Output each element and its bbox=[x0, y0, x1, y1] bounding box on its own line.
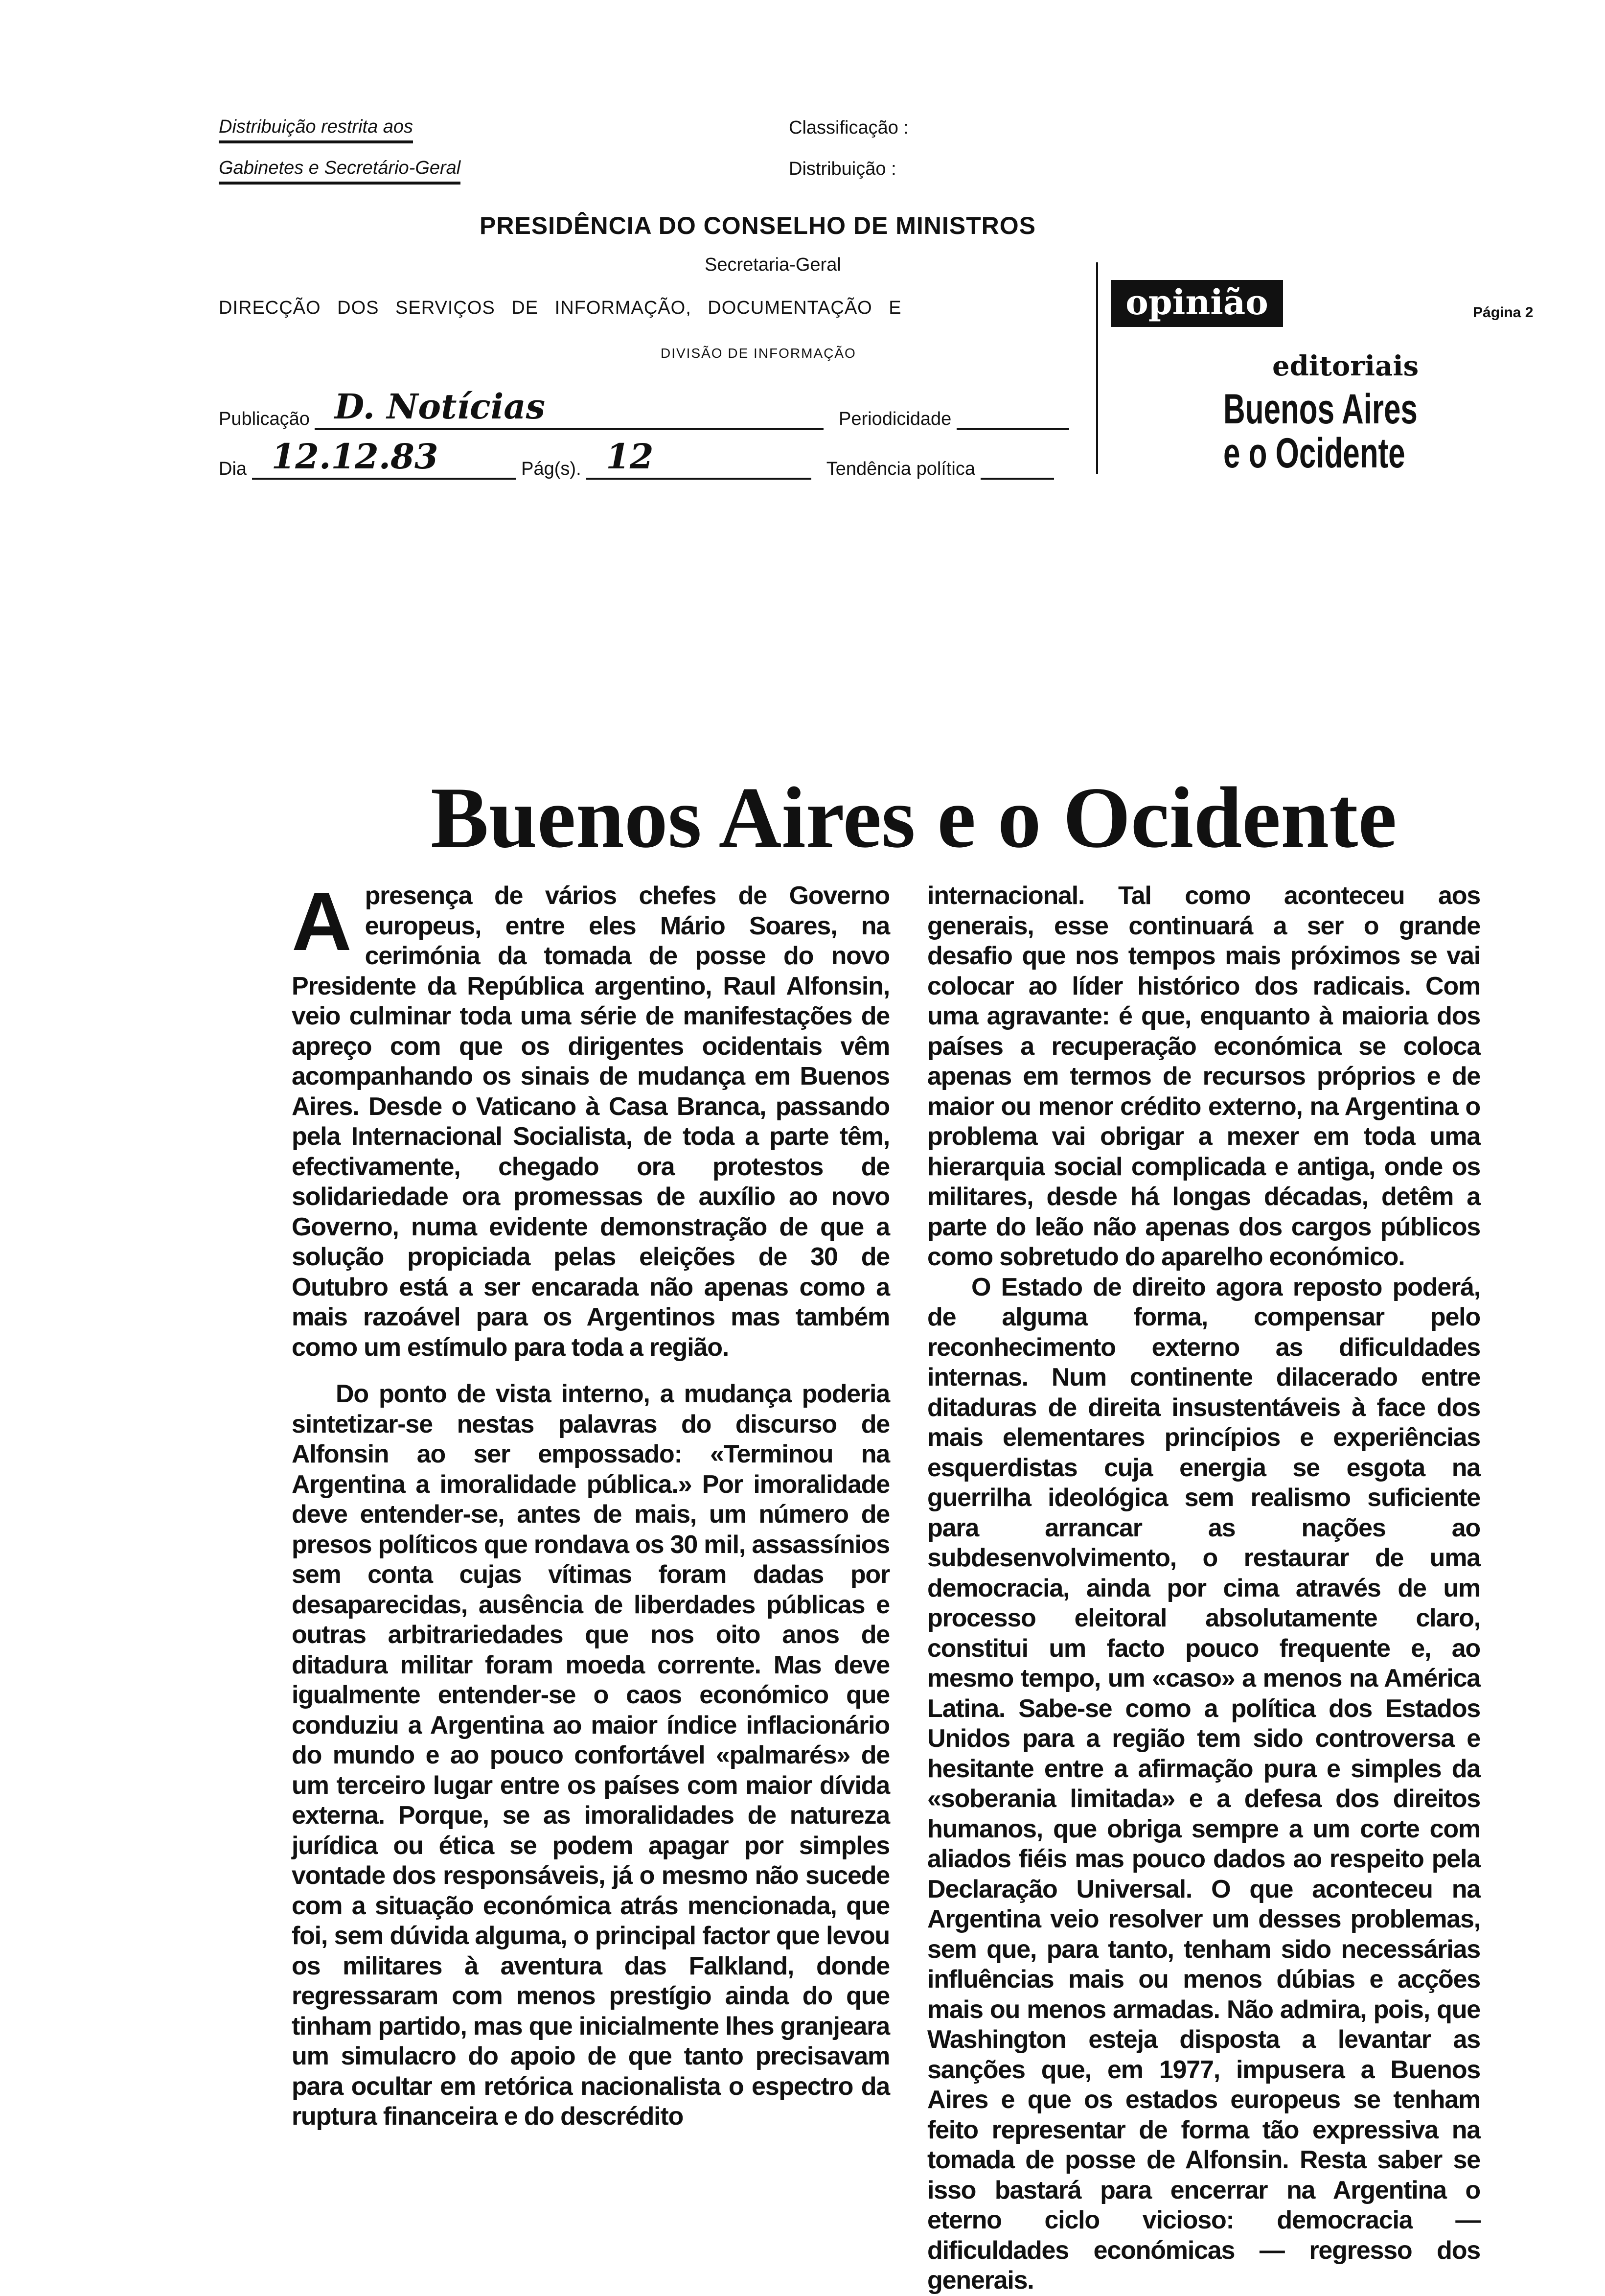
clipping-headline-line2: e o Ocidente bbox=[1223, 430, 1405, 477]
day-field bbox=[219, 436, 1054, 480]
article-column-left bbox=[292, 875, 890, 2132]
periodicity-label: Periodicidade bbox=[839, 409, 952, 429]
classification-label: Classificação : bbox=[789, 117, 909, 138]
vertical-divider bbox=[1096, 262, 1098, 474]
paragraph: internacional. Tal como aconteceu aos generais, esse continuará a ser o grande desafio que nos tempos mais próximos se vai colocar ao líder histórico dos radicais. Com uma agravante: é que, enquanto à maioria dos países a recuperação económica se coloca apenas em termos de recursos próprios e de maior ou menor crédito externo, na Argentina o problema vai obrigar a mexer em toda uma hierarquia social complicada e antiga, onde os militares, desde há longas décadas, detêm a parte do leão não apenas dos cargos públicos como sobretudo do aparelho económico. bbox=[927, 881, 1480, 1271]
page-number: Página 2 bbox=[1473, 304, 1534, 321]
distribution-restricted-line2: Gabinetes e Secretário-Geral bbox=[219, 158, 460, 185]
paragraph: Do ponto de vista interno, a mudança poderia sintetizar-se nestas palavras do discurso de Alfonsin ao ser empossado: «Terminou na Argentina a imoralidade pública.» Por imoralidade deve entender-se, antes de mais, um número de presos políticos que rondava os 30 mil, assassínios sem conta cujas vítimas foram dadas por desaparecidas, ausência de liberdades públicas e outras arbitrariedades que nos oito anos de ditadura militar foram moeda corrente. Mas deve igualmente entender-se o caos económico que conduziu a Argentina ao maior índice inflacionário do mundo e ao pouco confortável «palmarés» de um terceiro lugar entre os países com maior dívida externa. Porque, se as imoralidades de natureza jurídica ou ética se podem apagar por simples vontade dos responsáveis, já o mesmo não sucede com a situação económica atrás mencionada, que foi, sem dúvida alguma, o principal factor que levou os militares à aventura das Falkland, donde regressaram com menos prestígio ainda do que tinham partido, mas que inicialmente lhes granjeara um simulacro do apoio de que tanto precisavam para ocultar em retórica nacionalista o espectro da ruptura financeira e do descrédito bbox=[292, 1380, 890, 2131]
paragraph: Apresença de vários chefes de Governo europeus, entre eles Mário Soares, na cerimónia da tomada de posse do novo Presidente da República argentino, Raul Alfonsin, veio culminar toda uma série de manifestações de apreço com que os dirigentes ocidentais vêm acompanhando os sinais de mudança em Buenos Aires. Desde o Vaticano à Casa Branca, passando pela Internacional Socialista, de toda a parte têm, efectivamente, chegado ora protestos de solidariedade ora promessas de auxílio ao novo Governo, numa evidente demonstração de que a solução propiciada pelas eleições de 30 de Outubro está a ser encarada não apenas como a mais razoável para os Argentinos mas também como um estímulo para toda a região. bbox=[292, 875, 890, 1362]
distribution-label: Distribuição : bbox=[789, 159, 896, 179]
publication-label: Publicação bbox=[219, 409, 310, 429]
paragraph: O Estado de direito agora reposto poderá, de alguma forma, compensar pelo reconhecimento externo as dificuldades internas. Num continente dilacerado entre ditaduras de direita insustentáveis à face dos mais elementares princípios e experiências esquerdistas cuja energia se esgota na guerrilha ideológica sem realismo suficiente para arrancar as nações ao subdesenvolvimento, o restaurar de uma democracia, ainda por cima através de um processo eleitoral absolutamente claro, constitui um facto pouco frequente e, ao mesmo tempo, um «caso» a menos na América Latina. Sabe-se como a política dos Estados Unidos para a região tem sido controversa e hesitante entre a afirmação pura e simples da «soberania limitada» e a defesa dos direitos humanos, que obriga sempre a um corte com aliados fiéis mas pouco dados ao respeito pela Declaração Universal. O que aconteceu na Argentina veio resolver um desses problemas, sem que, para tanto, tenham sido necessárias influências mais ou menos dúbias e acções mais ou menos armadas. Não admira, pois, que Washington esteja disposta a levantar as sanções que, em 1977, impusera a Buenos Aires e que os estados europeus se tenham feito representar de forma tão expressiva na tomada de posse de Alfonsin. Resta saber se isso bastará para encerrar na Argentina o eterno ciclo vicioso: democracia — dificuldades económicas — regresso dos generais. bbox=[927, 1273, 1480, 2295]
article-column-right bbox=[927, 881, 1480, 2296]
secretariat-label: Secretaria-Geral bbox=[705, 255, 841, 275]
drop-cap: A bbox=[292, 875, 351, 968]
organization-title: PRESIDÊNCIA DO CONSELHO DE MINISTROS bbox=[480, 212, 1036, 239]
division-label: DIVISÃO DE INFORMAÇÃO bbox=[661, 346, 856, 361]
day-value: 12.12.83 bbox=[271, 436, 438, 477]
tendency-label: Tendência política bbox=[826, 459, 975, 479]
category-label: editoriais bbox=[1272, 350, 1419, 382]
directorate-label: DIRECÇÃO DOS SERVIÇOS DE INFORMAÇÃO, DOCUMENTAÇÃO E bbox=[219, 298, 902, 318]
pages-label: Pág(s). bbox=[521, 459, 581, 479]
clipping-headline-line1: Buenos Aires bbox=[1223, 386, 1418, 433]
distribution-restricted-line1: Distribuição restrita aos bbox=[219, 116, 413, 143]
publication-field bbox=[219, 386, 1069, 430]
pages-value: 12 bbox=[606, 436, 654, 477]
section-badge: opinião bbox=[1111, 280, 1283, 327]
day-label: Dia bbox=[219, 459, 247, 479]
publication-value: D. Notícias bbox=[334, 386, 545, 427]
article-title: Buenos Aires e o Ocidente bbox=[431, 769, 1397, 866]
